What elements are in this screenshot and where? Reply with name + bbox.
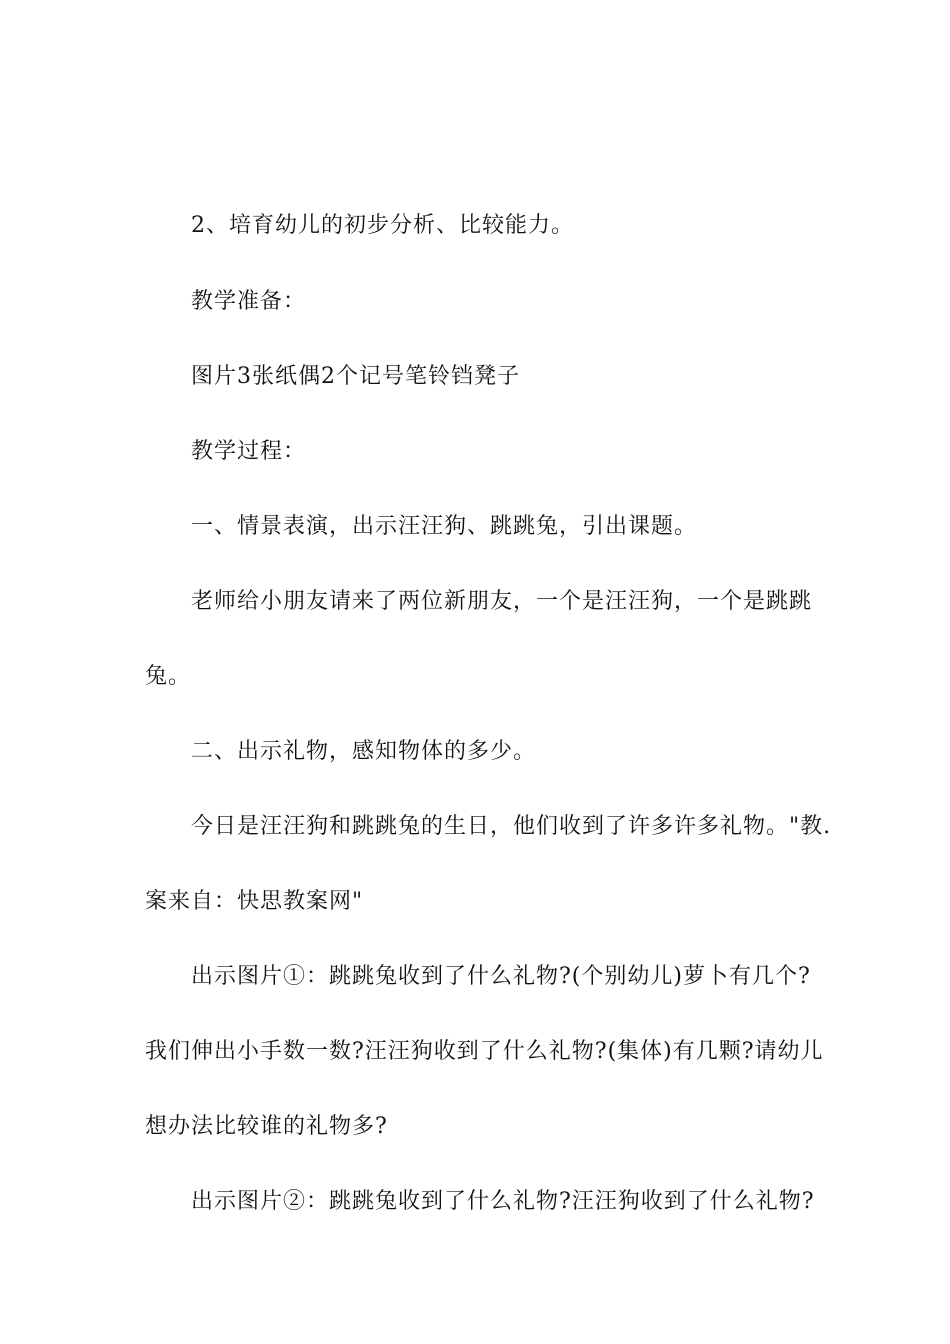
step-1-heading: 一、情景表演，出示汪汪狗、跳跳兔，引出课题。 bbox=[191, 514, 698, 539]
paragraph-line: 想办法比较谁的礼物多? bbox=[145, 1114, 388, 1139]
step-2-heading: 二、出示礼物，感知物体的多少。 bbox=[191, 739, 537, 764]
paragraph-line: 今日是汪汪狗和跳跳兔的生日，他们收到了许多许多礼物。"教. bbox=[191, 814, 832, 839]
paragraph-line: 老师给小朋友请来了两位新朋友，一个是汪汪狗，一个是跳跳 bbox=[191, 589, 813, 614]
section-heading-preparation: 教学准备： bbox=[191, 289, 307, 314]
paragraph-line: 我们伸出小手数一数?汪汪狗收到了什么礼物?(集体)有几颗?请幼儿 bbox=[145, 1039, 824, 1064]
paragraph-line: 兔。 bbox=[145, 664, 192, 689]
paragraph-line: 出示图片②：跳跳兔收到了什么礼物?汪汪狗收到了什么礼物? bbox=[191, 1189, 815, 1214]
materials-list: 图片3张纸偶2个记号笔铃铛凳子 bbox=[191, 364, 520, 389]
objective-2: 2、培育幼儿的初步分析、比较能力。 bbox=[191, 213, 574, 238]
paragraph-line: 出示图片①：跳跳兔收到了什么礼物?(个别幼儿)萝卜有几个? bbox=[191, 964, 811, 989]
paragraph-line: 案来自：快思教案网" bbox=[145, 889, 364, 914]
section-heading-process: 教学过程： bbox=[191, 439, 307, 464]
